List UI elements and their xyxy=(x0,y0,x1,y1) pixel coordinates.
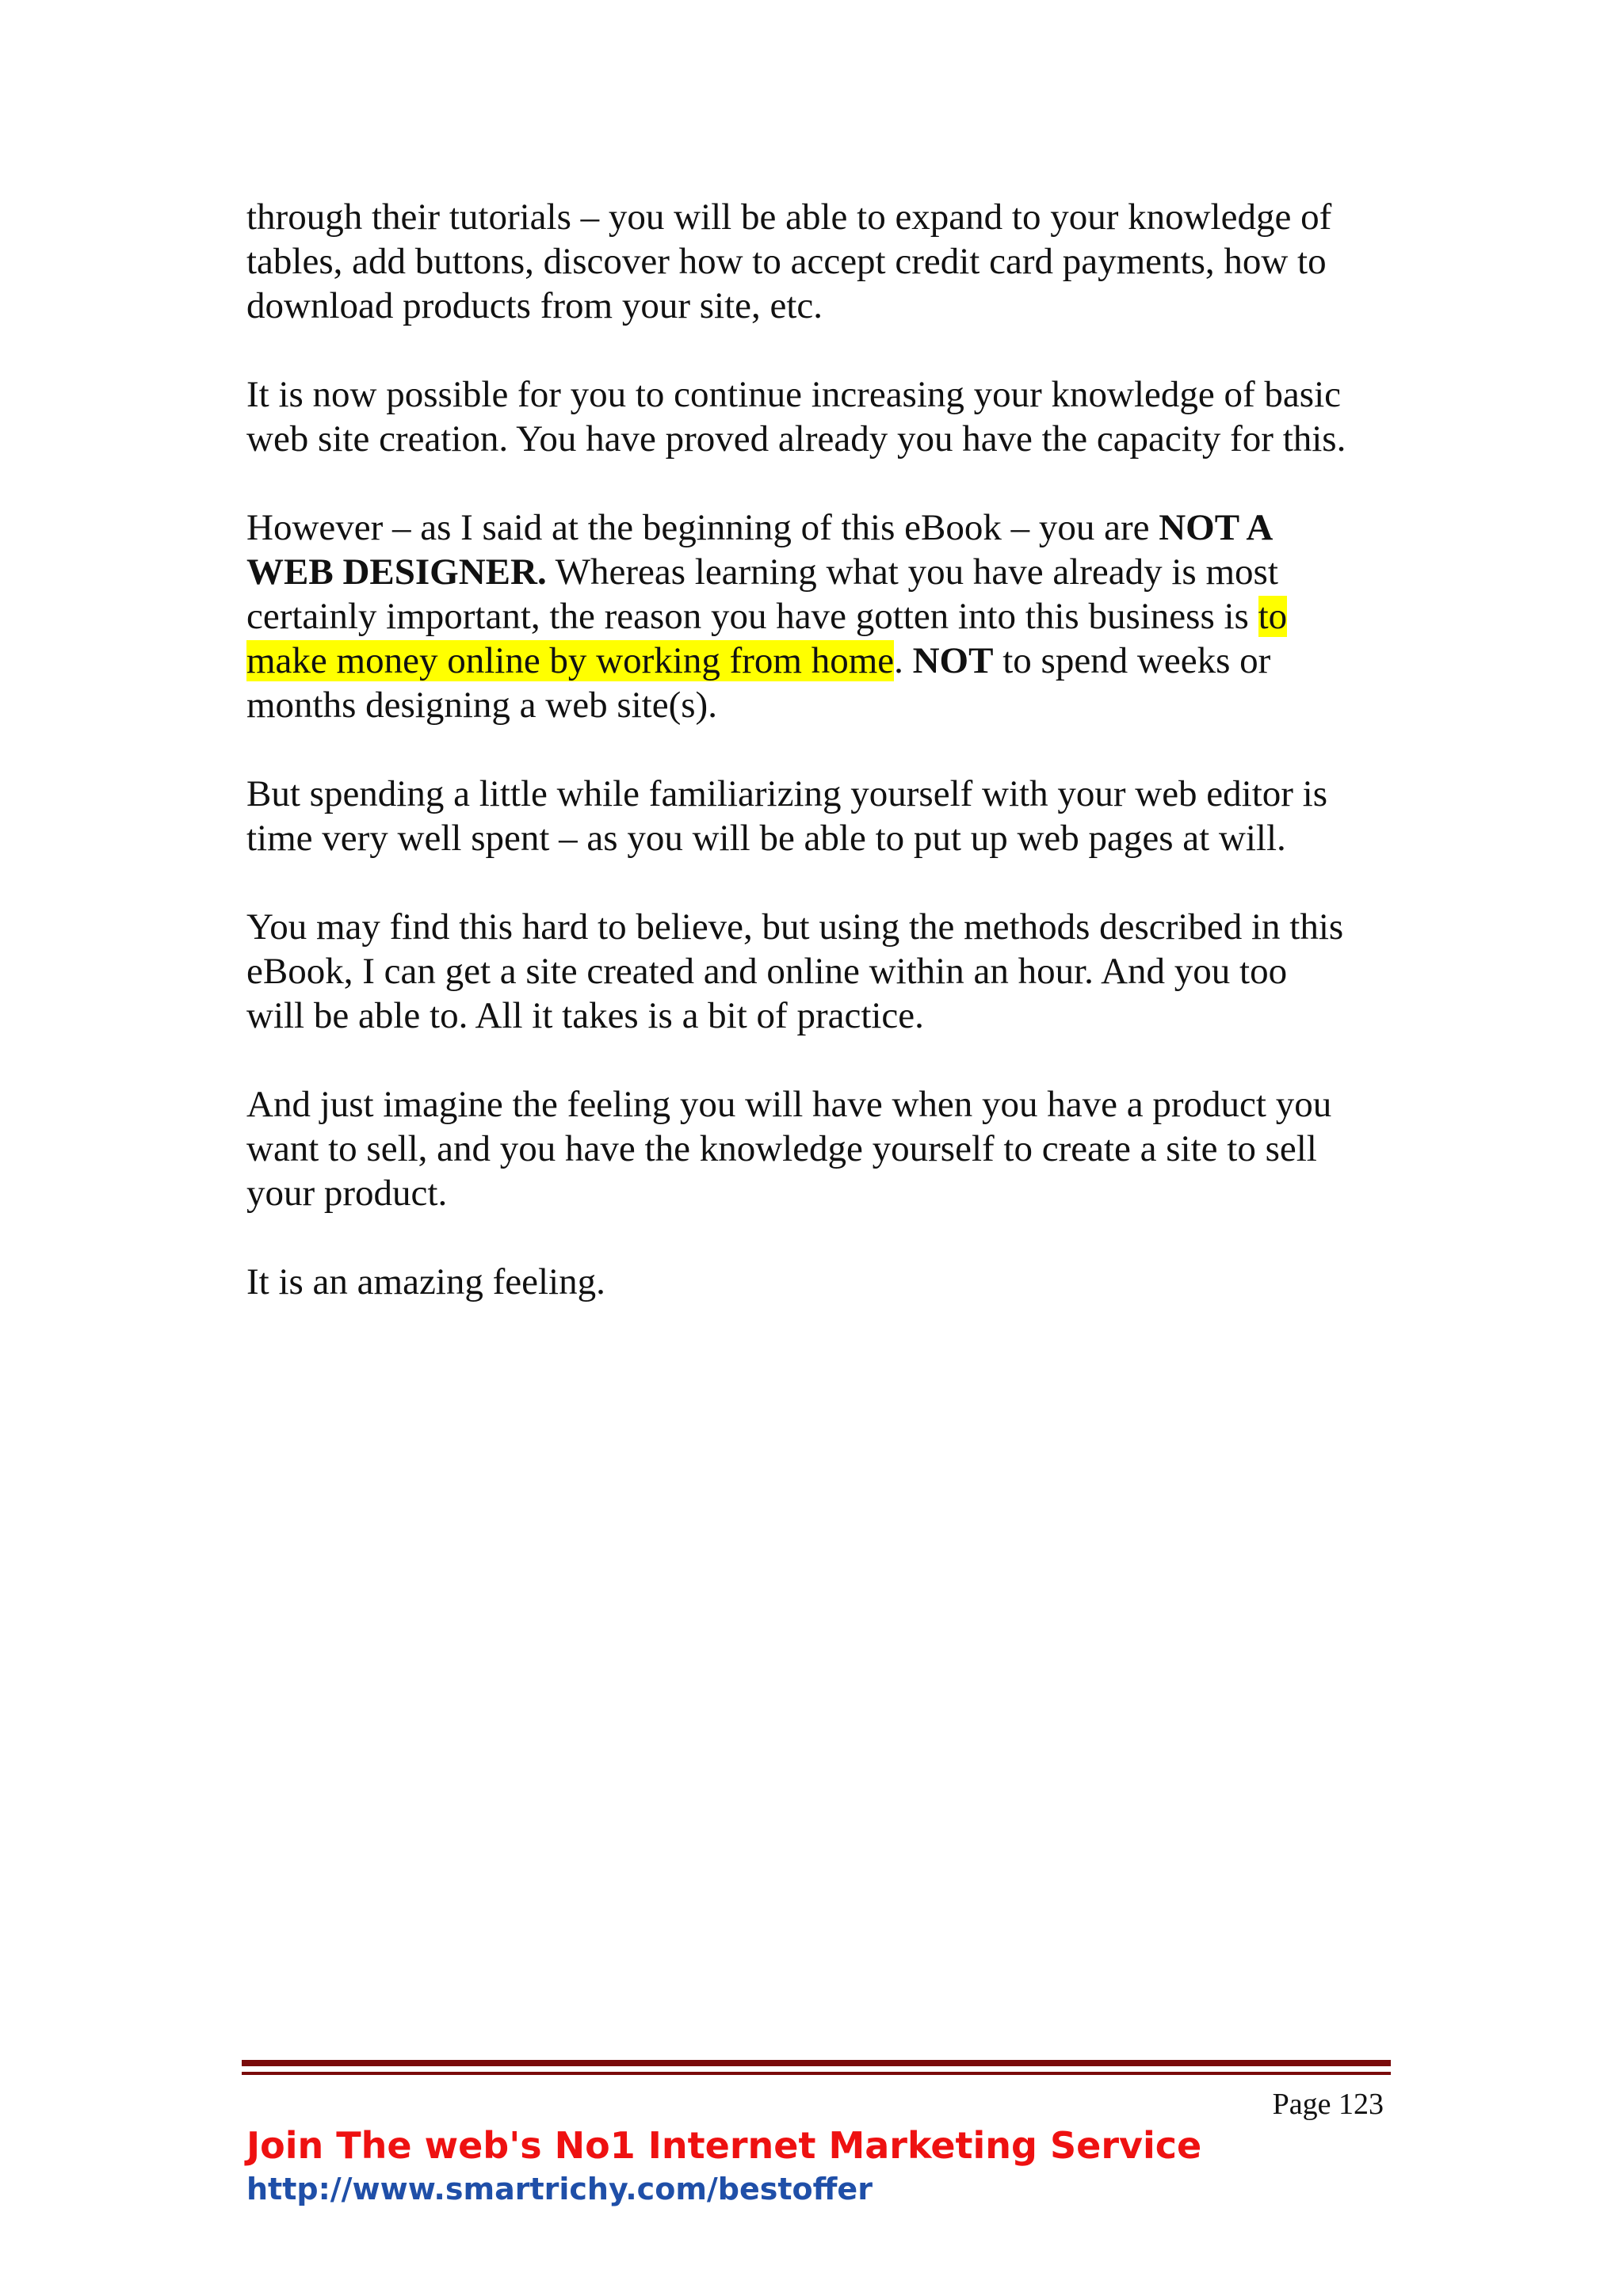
bold-text: NOT A WEB DESIGNER. xyxy=(246,507,1274,593)
highlighted-text: to make money online by working from home xyxy=(246,596,1288,681)
promo-link[interactable]: http://www.smartrichy.com/bestoffer xyxy=(246,2172,873,2206)
footer-rule-thick xyxy=(242,2060,1391,2066)
paragraph-text: Whereas learning what you have already is most certainly important, the reason you have gotten into this business is xyxy=(246,551,1278,637)
paragraph-text: . xyxy=(894,640,913,681)
promo-title: Join The web's No1 Internet Marketing Service xyxy=(246,2124,1202,2167)
paragraph-text: to spend weeks or months designing a web site(s). xyxy=(246,640,1271,726)
footer-rule-thin xyxy=(242,2072,1391,2075)
bold-text: NOT xyxy=(912,640,994,681)
paragraph: It is now possible for you to continue increasing your knowledge of basic web site creation. You have proved already you have the capacity for this. xyxy=(246,374,1346,460)
page-number: Page 123 xyxy=(1272,2088,1384,2121)
paragraph: And just imagine the feeling you will have when you have a product you want to sell, and you have the knowledge yourself to create a site to sell your product. xyxy=(246,1084,1332,1214)
page-body xyxy=(246,195,1392,1348)
paragraph-text: However – as I said at the beginning of this eBook – you are xyxy=(246,507,1159,548)
paragraph: It is an amazing feeling. xyxy=(246,1261,605,1302)
paragraph: You may find this hard to believe, but using the methods described in this eBook, I can get a site created and online within an hour. And you too will be able to. All it takes is a bit of practice. xyxy=(246,906,1344,1036)
paragraph: But spending a little while familiarizing yourself with your web editor is time very well spent – as you will be able to put up web pages at will. xyxy=(246,773,1328,859)
paragraph: through their tutorials – you will be able to expand to your knowledge of tables, add buttons, discover how to accept credit card payments, how to download products from your site, etc. xyxy=(246,196,1332,326)
paragraph xyxy=(246,505,1392,727)
